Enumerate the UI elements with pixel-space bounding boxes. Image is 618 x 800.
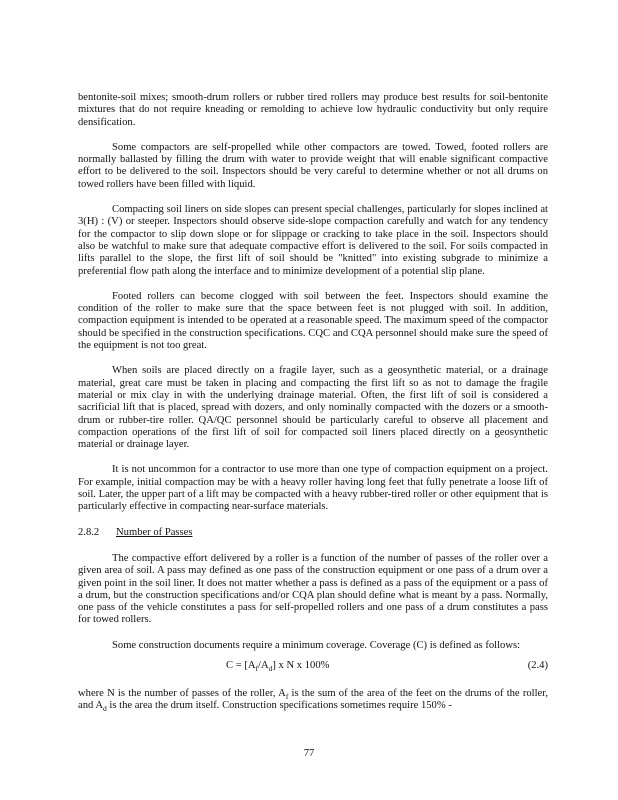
paragraph: bentonite-soil mixes; smooth-drum rollers or rubber tired rollers may produce best results for soil-bentonite mixtures that do not require kneading or remolding to achieve low hydraulic conductivity but only require densification. — [78, 92, 548, 128]
equation-number: (2.4) — [527, 659, 548, 671]
equation — [78, 660, 548, 676]
section-number: 2.8.2 — [78, 526, 100, 538]
paragraph: When soils are placed directly on a fragile layer, such as a geosynthetic material, or a drainage material, great care must be taken in placing and compacting the first lift so as not to damage the fragile material or mix clay in with the underlying drainage material. Often, the first lift of soil is considered a sacrificial lift that is placed, spread with dozers, and only nominally compacted with the dozers or a smooth-drum or rubber-tire roller. QA/QC personnel should be particularly careful to observe all placement and compaction operations of the first lift of soil for compacted soil liners placed directly on a geosynthetic material or drainage layer. — [78, 365, 548, 451]
equation-expression: $C = [A_f/A_d]$ x N x 100% — [226, 659, 330, 674]
paragraph: Some construction documents require a minimum coverage. Coverage (C) is defined as follows: — [112, 639, 521, 651]
paragraph: The compactive effort delivered by a roller is a function of the number of passes of the roller over a given area of soil. A pass may defined as one pass of the construction equipment or one pass of a drum over a given point in the soil liner. It does not matter whether a pass is defined as a pass of the equipment or a pass of a drum, but the construction specifications and/or CQA plan should define what is meant by a pass. Normally, one pass of the vehicle constitutes a pass for self-propelled rollers and one pass of a drum constitutes a pass for towed rollers. — [78, 552, 548, 626]
paragraph: Some compactors are self-propelled while other compactors are towed. Towed, footed rollers are normally ballasted by filling the drum with water to provide weight that will enable significant compactive effort to be delivered to the soil. Inspectors should be very careful to determine whether or not all drums on towed rollers have been filled with liquid. — [78, 141, 548, 190]
text-column — [78, 92, 548, 726]
section-title: Number of Passes — [116, 526, 193, 538]
paragraph: where N is the number of passes of the roller, $A_f$ is the sum of the area of the feet on the drums of the roller, and $A_d$ is the area the drum itself. Construction specifications sometimes require 150% - — [78, 687, 548, 714]
paragraph: It is not uncommon for a contractor to use more than one type of compaction equipment on a project. For example, initial compaction may be with a heavy roller having long feet that fully penetrate a loose lift of soil. Later, the upper part of a lift may be compacted with a heavy rubber-tired roller or other equipment that is particularly effective in compacting near-surface materials. — [78, 464, 548, 513]
paragraph: Footed rollers can become clogged with soil between the feet. Inspectors should examine the condition of the roller to make sure that the space between feet is not plugged with soil. In addition, compaction equipment is intended to be operated at a reasonable speed. The maximum speed of the compactor should be specified in the construction specifications. CQC and CQA personnel should make sure the speed of the equipment is not too great. — [78, 290, 548, 352]
section-heading — [78, 527, 548, 539]
paragraph: Compacting soil liners on side slopes can present special challenges, particularly for slopes inclined at 3(H) : (V) or steeper. Inspectors should observe side-slope compaction carefully and watch for any tendency for the compactor to slip down slope or for slippage or cracking to take place in the soil. Inspectors should also be watchful to make sure that adequate compactive effort is delivered to the soil. For soils compacted in lifts parallel to the slope, the first lift of soil should be "knitted" into existing subgrade to minimize a preferential flow path along the interface and to minimize development of a potential slip plane. — [78, 204, 548, 277]
page-number: 77 — [303, 748, 315, 759]
